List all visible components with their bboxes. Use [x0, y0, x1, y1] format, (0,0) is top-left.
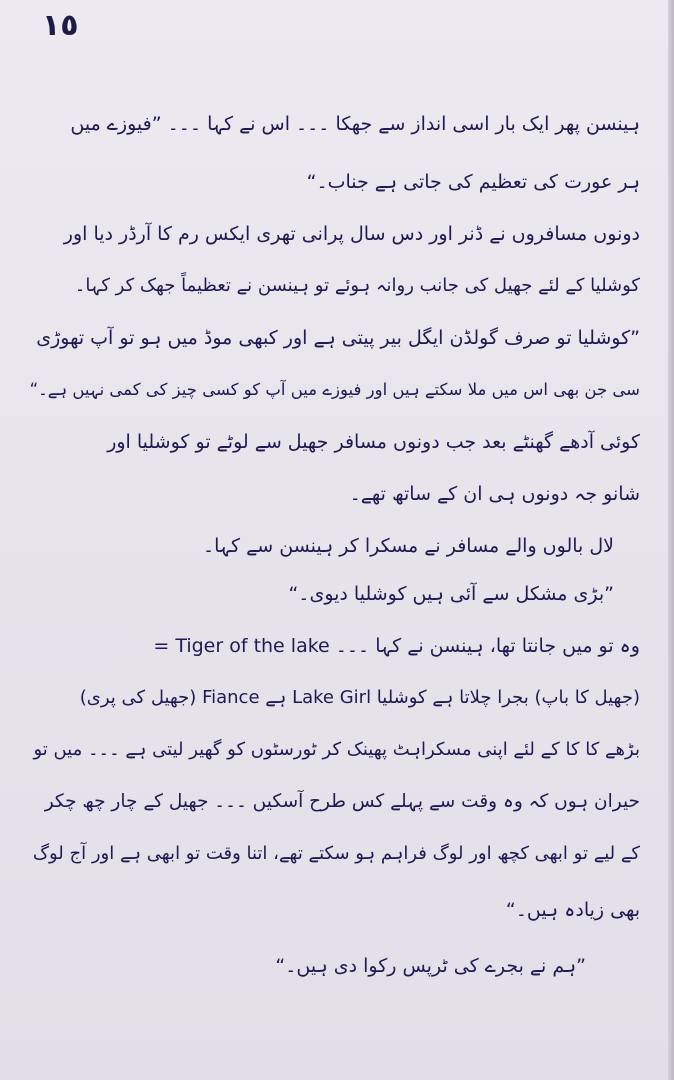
- text-line-8: شانو جہ دونوں ہی ان کے ساتھ تھے۔: [349, 483, 640, 505]
- text-line-17: ”ہم نے بجرے کی ٹرپس رکوا دی ہیں۔“: [275, 955, 586, 977]
- text-line-4: کوشلیا کے لئے جھیل کی جانب روانہ ہوئے تو ہینسن نے تعظیماً جھک کر کہا۔: [74, 275, 640, 296]
- text-line-10: ”بڑی مشکل سے آئی ہیں کوشلیا دیوی۔“: [288, 583, 614, 605]
- text-line-5: ”کوشلیا تو صرف گولڈن ایگل بیر پیتی ہے اور کبھی موڈ میں ہو تو آپ تھوڑی: [36, 327, 640, 349]
- text-line-2: ہر عورت کی تعظیم کی جاتی ہے جناب۔“: [306, 171, 640, 193]
- text-line-14: حیران ہوں کہ وہ وقت سے پہلے کس طرح آسکیں ۔۔۔ جھیل کے چار چھ چکر: [44, 791, 640, 812]
- text-line-1: ہینسن پھر ایک بار اسی انداز سے جھکا ۔۔۔ اس نے کہا ۔۔۔ ”فیوزے میں: [70, 113, 640, 135]
- text-line-11: وہ تو میں جانتا تھا، ہینسن نے کہا ۔۔۔ Tiger of the lake =: [153, 635, 640, 657]
- page-number: ١٥: [42, 8, 79, 43]
- text-line-13: بڑھے کا کا کے لئے اپنی مسکراہٹ پھینک کر ٹورسٹوں کو گھیر لیتی ہے ۔۔۔ میں تو: [33, 739, 640, 760]
- text-line-9: لال بالوں والے مسافر نے مسکرا کر ہینسن سے کہا۔: [203, 535, 614, 557]
- text-line-16: بھی زیادہ ہیں۔“: [505, 899, 640, 921]
- text-line-7: کوئی آدھے گھنٹے بعد جب دونوں مسافر جھیل سے لوٹے تو کوشلیا اور: [107, 431, 640, 453]
- text-line-12: (جھیل کا باپ) بجرا چلاتا ہے کوشلیا Lake Girl ہے Fiance (جھیل کی پری): [79, 687, 640, 708]
- text-line-6: سی جن بھی اس میں ملا سکتے ہیں اور فیوزے میں آپ کو کسی چیز کی کمی نہیں ہے۔“: [29, 380, 640, 399]
- text-line-3: دونوں مسافروں نے ڈنر اور دس سال پرانی تھری ایکس رم کا آرڈر دیا اور: [63, 223, 640, 245]
- text-line-15: کے لیے تو ابھی کچھ اور لوگ فراہم ہو سکتے تھے، اتنا وقت تو ابھی ہے اور آج لوگ: [32, 843, 640, 864]
- page-edge: [668, 0, 674, 1080]
